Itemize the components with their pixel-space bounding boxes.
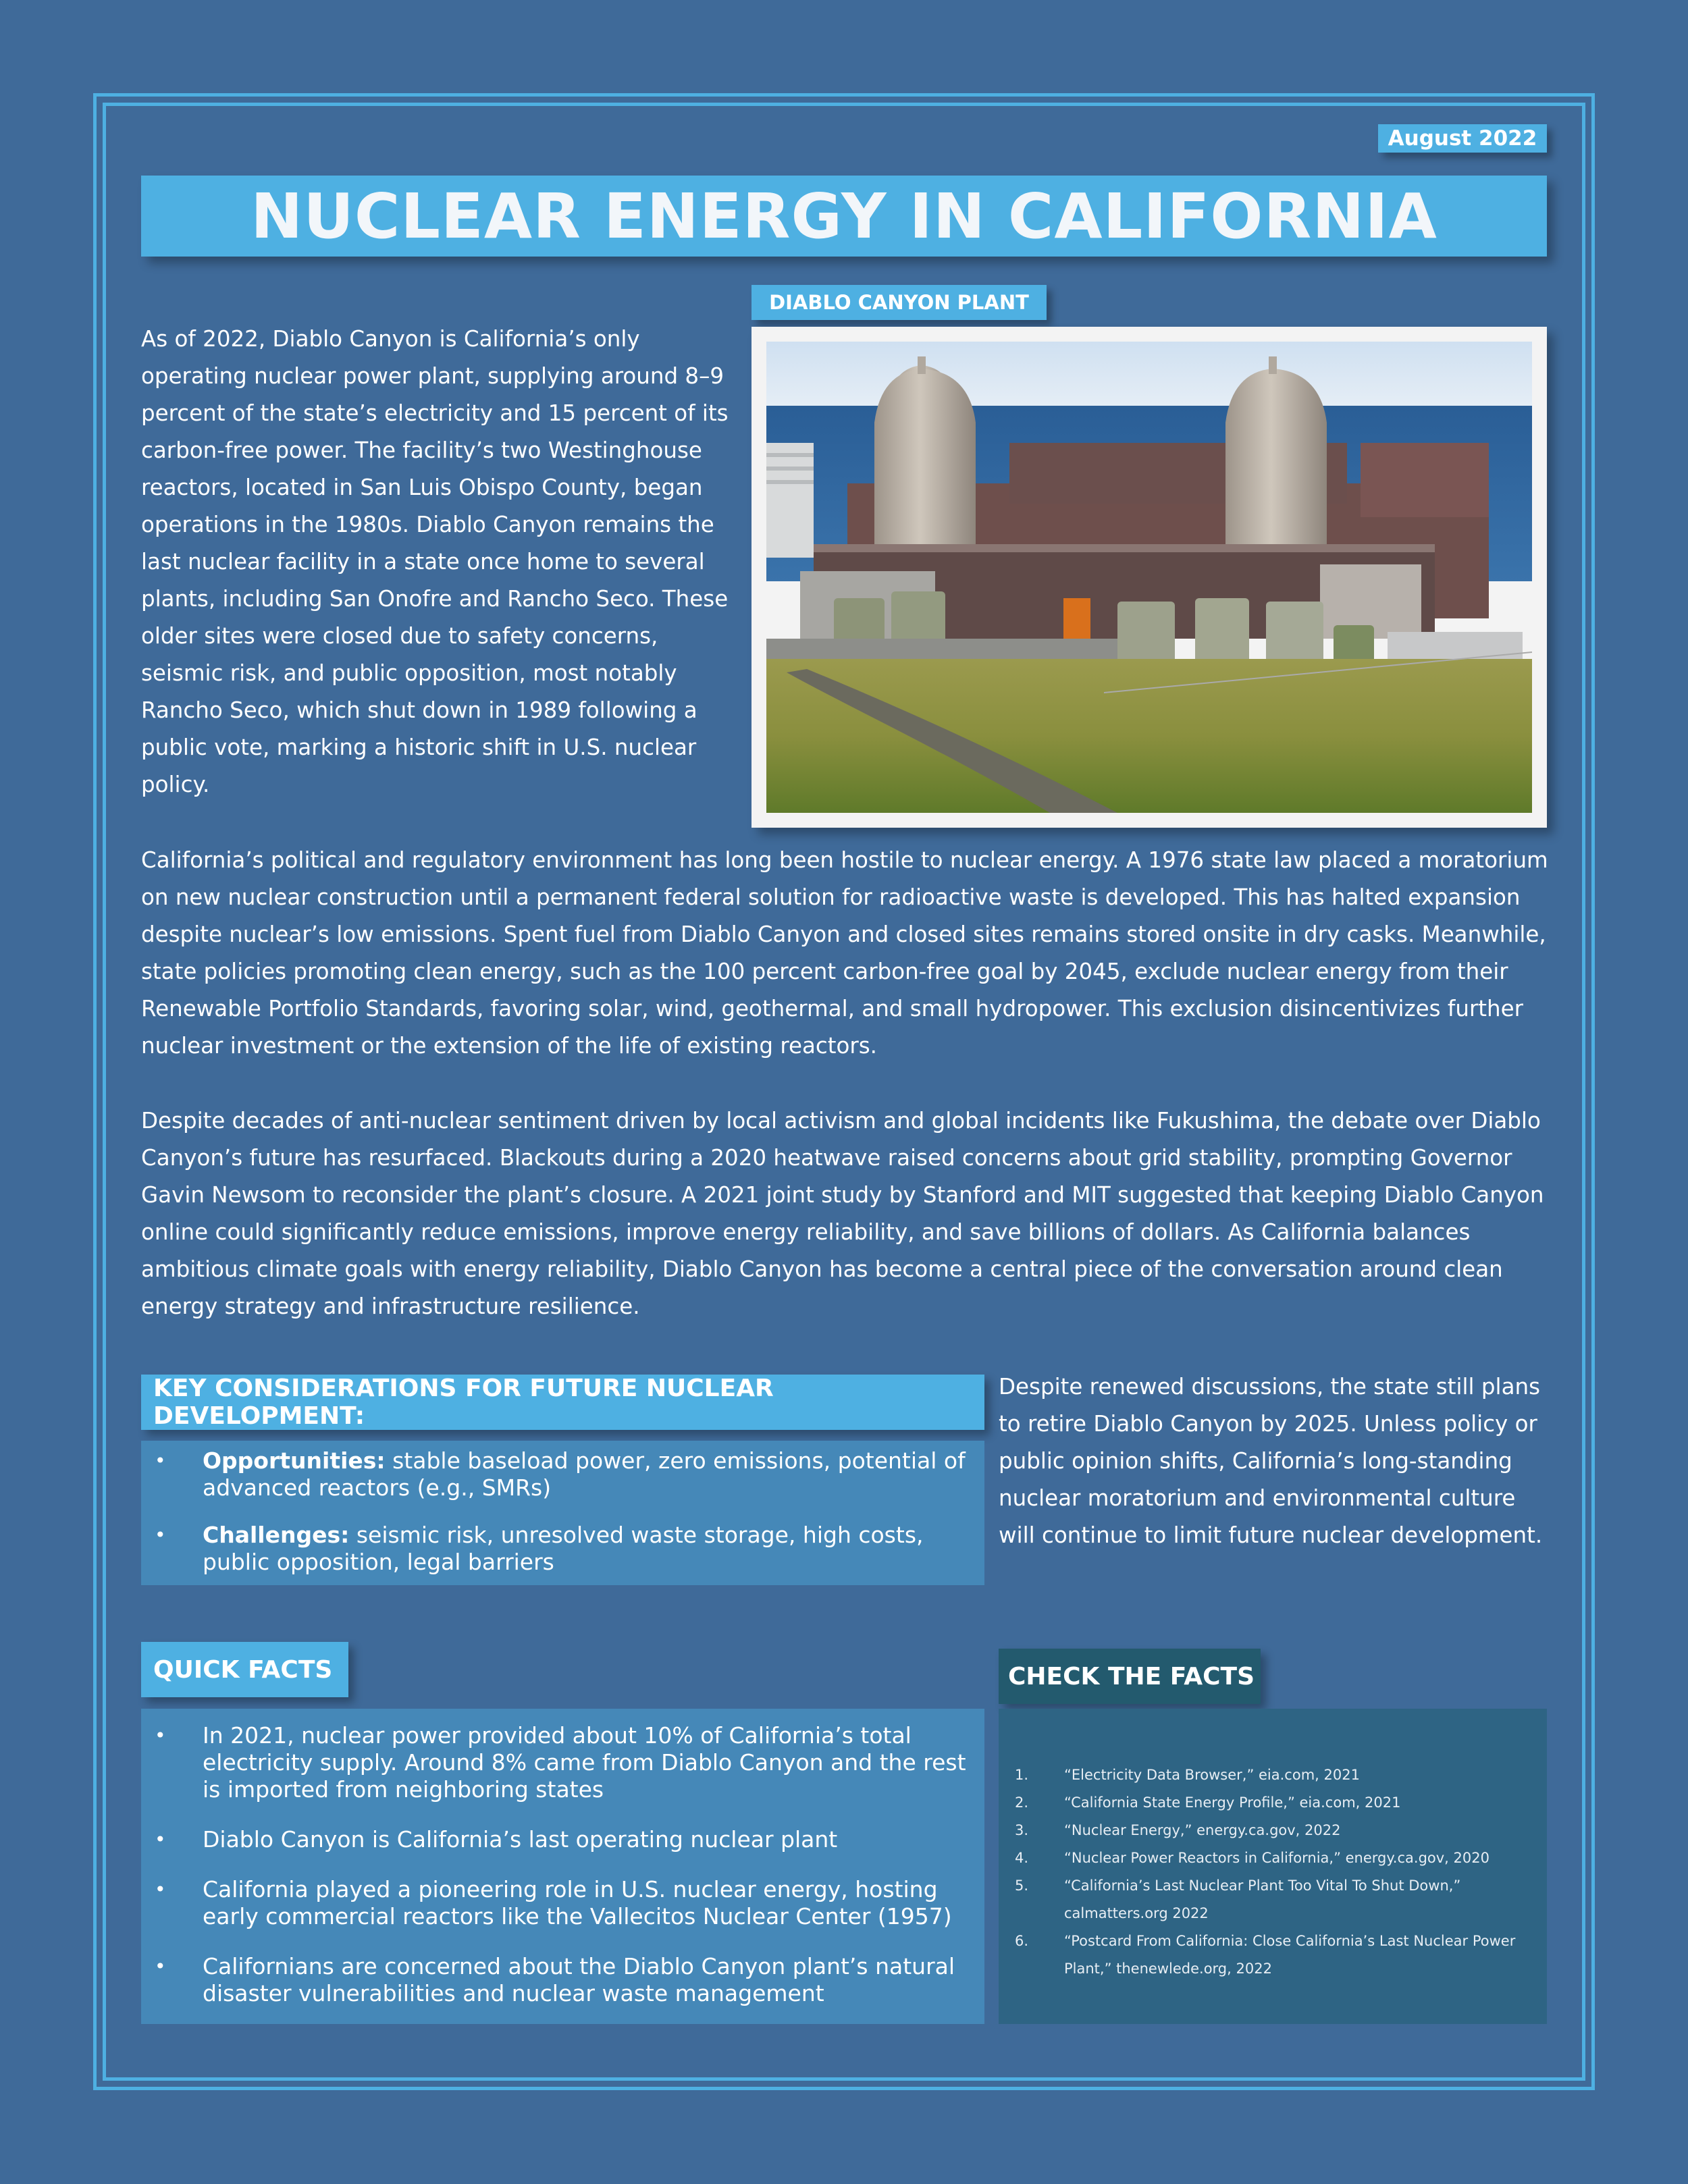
reference-item: 6. “Postcard From California: Close California’s Last Nuclear Power Plant,” thenewlede.org, 2022 (1015, 1933, 1516, 1977)
bullet-icon: • (155, 1449, 166, 1472)
key-considerations-box (141, 1441, 984, 1585)
check-the-facts-box (999, 1709, 1547, 2024)
reference-text: “California State Energy Profile,” eia.com, 2021 (1064, 1794, 1401, 1811)
plant-photo (766, 342, 1532, 813)
check-the-facts-header: CHECK THE FACTS (999, 1649, 1261, 1704)
item-label: Opportunities: (203, 1447, 386, 1474)
item-label: Challenges: (203, 1522, 350, 1548)
references-list (999, 1709, 1547, 1983)
reference-item: 1. “Electricity Data Browser,” eia.com, 2021 (1015, 1767, 1360, 1783)
bullet-icon: • (155, 1524, 166, 1546)
reference-text: “Nuclear Power Reactors in California,” energy.ca.gov, 2020 (1064, 1850, 1489, 1866)
debate-paragraph: Despite decades of anti-nuclear sentiment driven by local activism and global incidents like Fukushima, the debate over Diablo Canyon’s future has resurfaced. Blackouts during a 2020 heatwave raised concerns about grid stability, prompting Governor Gavin Newsom to reconsider the plant’s closure. A 2021 joint study by Stanford and MIT suggested that keeping Diablo Canyon online could significantly reduce emissions, improve energy reliability, and save billions of dollars. As California balances ambitious climate goals with energy reliability, Diablo Canyon has become a central piece of the conversation around clean energy strategy and infrastructure resilience. (141, 1108, 1544, 1319)
item-text: Californians are concerned about the Diablo Canyon plant’s natural disaster vulnerabilities and nuclear waste management (203, 1953, 955, 2006)
item-text: seismic risk, unresolved waste storage, high costs, public opposition, legal barriers (203, 1522, 924, 1575)
reference-item: 4. “Nuclear Power Reactors in California,” energy.ca.gov, 2020 (1015, 1850, 1489, 1866)
key-considerations-header: KEY CONSIDERATIONS FOR FUTURE NUCLEAR DEVELOPMENT: (141, 1375, 984, 1430)
page-title: NUCLEAR ENERGY IN CALIFORNIA (250, 180, 1438, 252)
list-item (141, 1876, 984, 1930)
reference-text: “Electricity Data Browser,” eia.com, 2021 (1064, 1767, 1360, 1783)
intro-paragraph: As of 2022, Diablo Canyon is California’s only operating nuclear power plant, supplying around 8–9 percent of the state’s electricity and 15 percent of its carbon-free power. The facility’s two Westinghouse reactors, located in San Luis Obispo County, began operations in the 1980s. Diablo Canyon remains the last nuclear facility in a state once home to several plants, including San Onofre and Rancho Seco. These older sites were closed due to safety concerns, seismic risk, and public opposition, most notably Rancho Seco, which shut down in 1989 following a public vote, marking a historic shift in U.S. nuclear policy. (141, 326, 729, 797)
key-considerations-list (141, 1441, 984, 1576)
item-text: California played a pioneering role in U.S. nuclear energy, hosting early commercial reactors like the Vallecitos Nuclear Center (1957) (203, 1876, 952, 1929)
reference-item: 3. “Nuclear Energy,” energy.ca.gov, 2022 (1015, 1822, 1341, 1838)
regulatory-paragraph: California’s political and regulatory environment has long been hostile to nuclear energy. A 1976 state law placed a moratorium on new nuclear construction until a permanent federal solution for radioactive waste is developed. This has halted expansion despite nuclear’s low emissions. Spent fuel from Diablo Canyon and closed sites remains stored onsite in dry casks. Meanwhile, state policies promoting clean energy, such as the 100 percent carbon-free goal by 2045, exclude nuclear energy from their Renewable Portfolio Standards, favoring solar, wind, geothermal, and small hydropower. This exclusion disincentivizes further nuclear investment or the extension of the life of existing reactors. (141, 847, 1548, 1059)
photo-label: DIABLO CANYON PLANT (751, 285, 1047, 320)
photo-frame (751, 327, 1547, 828)
list-item (141, 1447, 984, 1501)
list-item (141, 1522, 984, 1576)
retirement-paragraph: Despite renewed discussions, the state still plans to retire Diablo Canyon by 2025. Unless policy or public opinion shifts, California’s long-standing nuclear moratorium and environmental culture will continue to limit future nuclear development. (999, 1374, 1543, 1548)
reference-item: 5. “California’s Last Nuclear Plant Too Vital To Shut Down,” calmatters.org 2022 (1015, 1877, 1461, 1921)
bullet-icon: • (155, 1828, 166, 1850)
quick-facts-list (141, 1709, 984, 2007)
bullet-icon: • (155, 1724, 166, 1747)
list-item (141, 1826, 984, 1853)
reference-item: 2. “California State Energy Profile,” eia.com, 2021 (1015, 1794, 1401, 1811)
item-text: In 2021, nuclear power provided about 10% of California’s total electricity supply. Around 8% came from Diablo Canyon and the rest is imported from neighboring states (203, 1722, 966, 1803)
reference-text: “Nuclear Energy,” energy.ca.gov, 2022 (1064, 1822, 1341, 1838)
item-text: Diablo Canyon is California’s last operating nuclear plant (203, 1826, 838, 1853)
reference-text: “California’s Last Nuclear Plant Too Vital To Shut Down,” calmatters.org 2022 (1064, 1877, 1461, 1921)
quick-facts-box (141, 1709, 984, 2024)
title-banner (141, 176, 1547, 257)
reference-text: “Postcard From California: Close California’s Last Nuclear Power Plant,” thenewlede.org, 2022 (1064, 1933, 1516, 1977)
date-badge: August 2022 (1378, 124, 1547, 153)
list-item (141, 1953, 984, 2007)
list-item (141, 1722, 984, 1803)
item-text: stable baseload power, zero emissions, potential of advanced reactors (e.g., SMRs) (203, 1447, 966, 1501)
quick-facts-header: QUICK FACTS (141, 1642, 348, 1697)
bullet-icon: • (155, 1955, 166, 1977)
bullet-icon: • (155, 1878, 166, 1900)
